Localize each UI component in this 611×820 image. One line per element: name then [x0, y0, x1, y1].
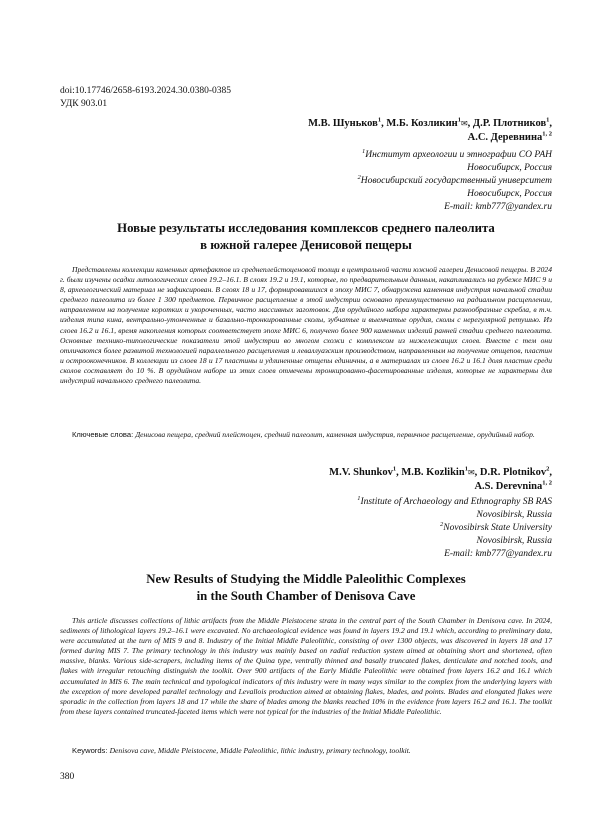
ru-title: Новые результаты исследования комплексов среднего палеолита в южной галерее Денисовой пещеры — [117, 221, 495, 252]
affil-line: $^1$Institute of Archaeology and Ethnography SB RAS — [357, 494, 552, 507]
affil-line: $^1$Институт археологии и этнографии СО РАН — [362, 147, 552, 160]
article-meta — [60, 85, 231, 111]
affil-line: Новосибирск, Россия — [467, 189, 552, 199]
ru-authors — [308, 117, 552, 145]
envelope-icon: ✉ — [460, 119, 468, 128]
en-authors — [329, 466, 552, 494]
en-abstract: This article discusses collections of lithic artifacts from the Middle Pleistocene strata in the central part of the South Chamber in Denisova cave. In 2024, sediments of lithological layers 19.2–16.1 were excavated. No archaeological evidence was found in layers 19.2 and 19.1 which, according to preliminary data, were accumulated at the turn of MIS 9 and 8. Industry of the Initial Middle Paleolithic, consisting of over 1300 objects, was discovered in layers 18 and 17 formed during MIS 7. The primary technology in this industry was mainly based on radial reduction system aimed at obtaining short and shortened, often massive, blanks. Various side-scrapers, including items of the Quina type, ventrally thinned and basally truncated flakes, denticulate and notched tools, and flakes with irregular retouching distinguish the toolkit. Over 900 artifacts of the Early Middle Paleolithic were obtained from layers 16.2 and 16.1 which accumulated in MIS 6. The main technical and typological indicators of this industry were in many ways similar to the complex from the underlying layers with the exception of more developed parallel technology and Levallois production aimed at obtaining flakes, blades, and points. Blades and elongated flakes were sporadic in the collection from layers 18 and 17 while the share of blades among the blanks reached 10% in the evidence from layers 16.2 and 16.1. The toolkit from these layers contained truncated-faceted items which were not typical for the industries of the Initial Middle Paleolithic. — [60, 616, 552, 716]
udc: УДК 903.01 — [60, 99, 108, 109]
page-number: 380 — [60, 772, 75, 782]
affil-email: E-mail: kmb777@yandex.ru — [444, 549, 552, 559]
en-keywords: Keywords: Denisova cave, Middle Pleistocene, Middle Paleolithic, lithic industry, primary technology, toolkit. — [72, 746, 411, 755]
envelope-icon: ✉ — [467, 468, 475, 477]
en-affiliations — [357, 496, 552, 561]
doi: doi:10.17746/2658-6193.2024.30.0380-0385 — [60, 86, 231, 96]
en-authors-line1: M.V. Shunkov$^1$, M.B. Kozlikin$^1$✉, D.R. Plotnikov$^2$, — [329, 465, 552, 478]
affil-line: $^2$Новосибирский государственный университет — [357, 173, 552, 186]
affil-line: Novosibirsk, Russia — [476, 510, 552, 520]
ru-authors-line1: М.В. Шуньков$^1$, М.Б. Козликин$^1$✉, Д.Р. Плотников$^1$, — [308, 116, 552, 129]
ru-authors-line2: А.С. Деревнина$^{1, 2}$ — [467, 130, 552, 143]
affil-line: Новосибирск, Россия — [467, 163, 552, 173]
affil-email: E-mail: kmb777@yandex.ru — [444, 202, 552, 212]
ru-affiliations — [358, 149, 552, 214]
ru-abstract: Представлены коллекции каменных артефактов из среднеплейстоценовой толщи в центральной части южной галереи Денисовой пещеры. В 2024 г. были изучены осадки литологических слоев 19.2–16.1. В слоях 19.2 и 19.1, которые, по предварительным данным, накапливались на рубеже МИС 9 и 8, археологический материал не зафиксирован. В слоях 18 и 17, формировавшихся в эпоху МИС 7, обнаружена каменная индустрия начальной стадии среднего палеолита из более 1 300 предметов. Первичное расщепление в этой индустрии основано преимущественно на радиальном расщеплении, направленном на получение коротких и укороченных, часто массивных заготовок. Для орудийного набора характерны разнообразные скребла, в т.ч. изделия типа кина, вентрально-утонченные и базально-тронкированные сколы, зубчатые и выемчатые орудия, сколы с нерегулярной ретушью. Из слоев 16.2 и 16.1, время накопления которых соответствует эпохе МИС 6, получено более 900 каменных изделий ранней стадии среднего палеолита. Основные технико-типологические показатели этой индустрии во многом схожи с комплексом из нижележащих слоев. Вместе с тем они отличаются более развитой технологией параллельного расщепления и леваллуазским производством, направленным на получение отщепов, пластин и острооконечников. В коллекции из слоев 18 и 17 пластины и удлиненные отщепы единичны, а в материалах из слоев 16.2 и 16.1 доля пластин среди сколов составляет до 10 %. В орудийном наборе из этих слоев отмечены тронкированно-фасетированные изделия, которые не характерны для индустрий начального среднего палеолита. — [60, 265, 552, 386]
en-title: New Results of Studying the Middle Paleolithic Complexes in the South Chamber of Denisova Cave — [146, 572, 466, 603]
en-authors-line2: A.S. Derevnina$^{1, 2}$ — [474, 479, 552, 492]
ru-keywords: Ключевые слова: Денисова пещера, средний плейстоцен, средний палеолит, каменная индустрия, первичное расщепление, орудийный набор. — [72, 430, 535, 439]
affil-line: $^2$Novosibirsk State University — [440, 520, 552, 533]
affil-line: Novosibirsk, Russia — [476, 536, 552, 546]
